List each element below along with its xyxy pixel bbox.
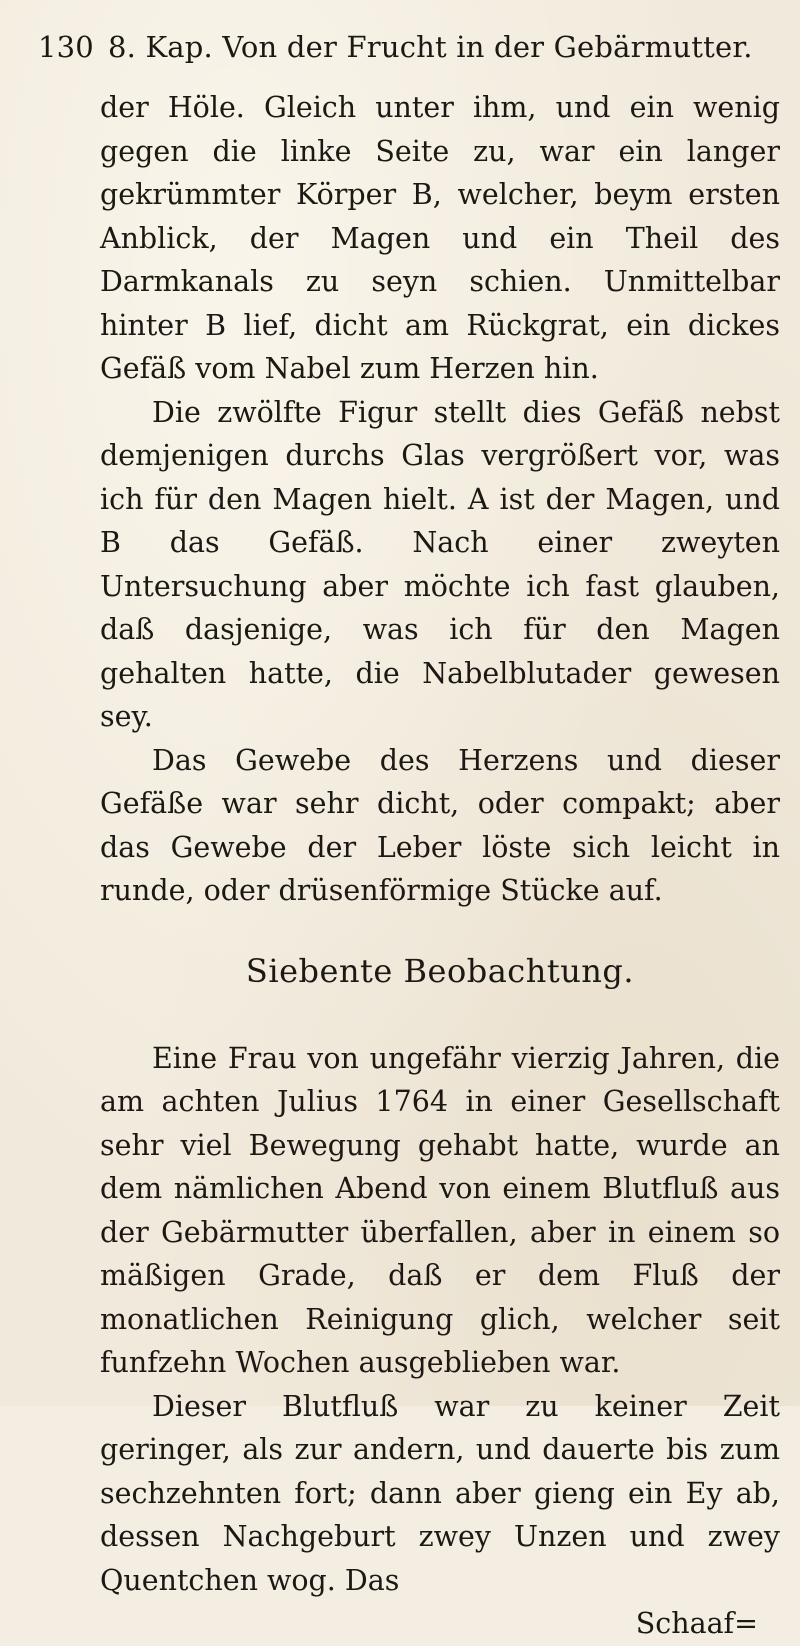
running-title: 8. Kap. Von der Frucht in der Gebärmutter. (107, 30, 753, 64)
paragraph: der Höle. Gleich unter ihm, und ein wenig gegen die linke Seite zu, war ein langer gekrümmter Körper B, welcher, beym ersten Anblick, der Magen und ein Theil des Darmkanals zu seyn schien. Unmittelbar hinter B lief, dicht am Rückgrat, ein dickes Gefäß vom Nabel zum Herzen hin. (100, 91, 780, 385)
running-header (38, 22, 778, 72)
paragraph: Eine Frau von ungefähr vierzig Jahren, die am achten Julius 1764 in einer Gesellschaft sehr viel Bewegung gehabt hatte, wurde an dem nämlichen Abend von einem Blutfluß aus der Gebärmutter überfallen, aber in einem so mäßigen Grade, daß er dem Fluß der monatlichen Reinigung glich, welcher seit funfzehn Wochen ausgeblieben war. (100, 1041, 780, 1379)
page-body (100, 86, 780, 1646)
paragraph: Die zwölfte Figur stellt dies Gefäß nebst demjenigen durchs Glas vergrößert vor, was ich für den Magen hielt. A ist der Magen, und B das Gefäß. Nach einer zweyten Untersuchung aber möchte ich fast glauben, daß dasjenige, was ich für den Magen gehalten hatte, die Nabelblutader gewesen sey. (100, 395, 780, 733)
section-heading: Siebente Beobachtung. (245, 951, 635, 990)
page-number: 130 (38, 30, 94, 64)
catchword: Schaaf= (635, 1607, 758, 1640)
paragraph: Dieser Blutfluß war zu keiner Zeit geringer, als zur andern, und dauerte bis zum sechzehnten fort; dann aber gieng ein Ey ab, dessen Nachgeburt zwey Unzen und zwey Quentchen wog. Das (100, 1389, 780, 1597)
paragraph: Das Gewebe des Herzens und dieser Gefäße war sehr dicht, oder compakt; aber das Gewebe der Leber löste sich leicht in runde, oder drüsenförmige Stücke auf. (100, 743, 780, 907)
